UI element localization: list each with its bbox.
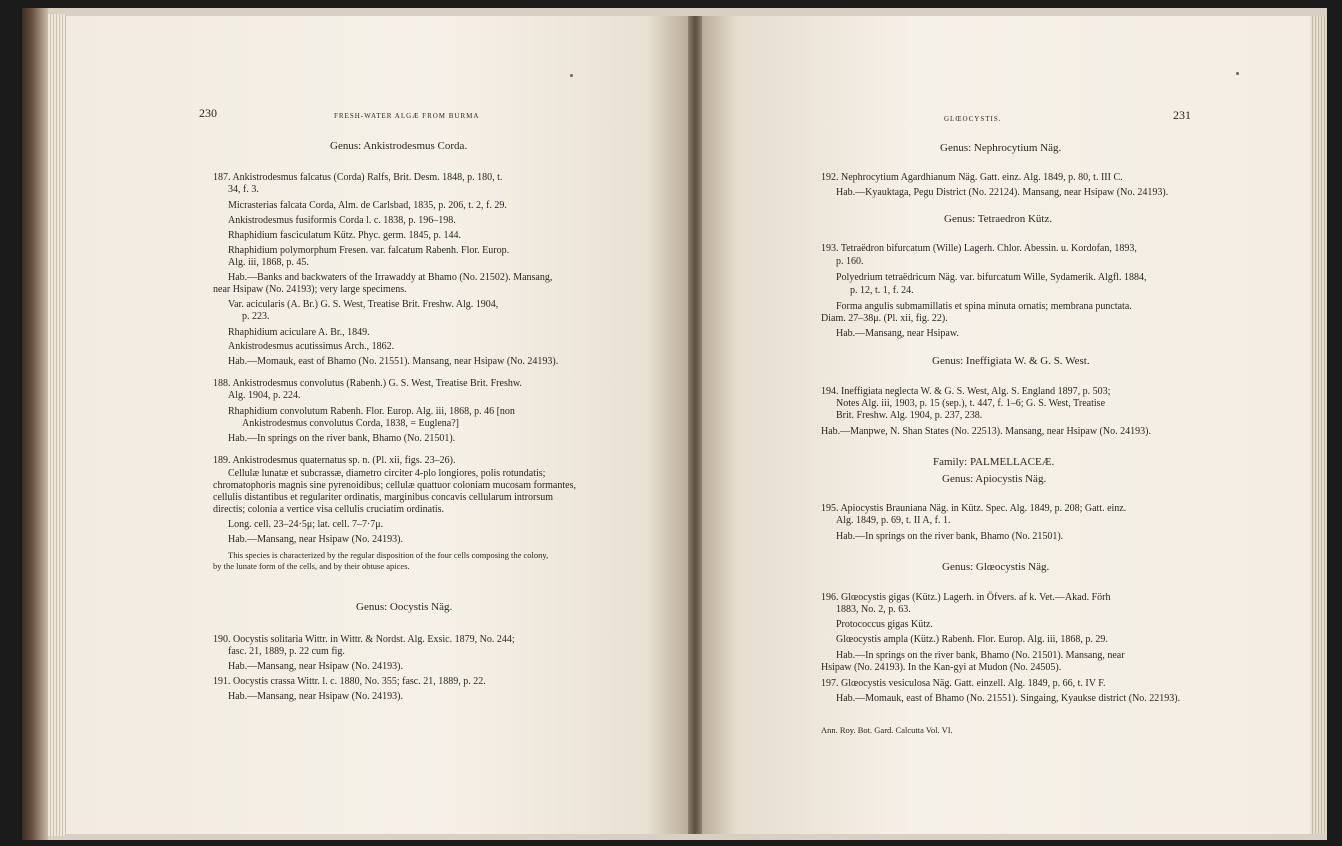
synonym-line: Micrasterias falcata Corda, Alm. de Carlsbad, 1835, p. 206, t. 2, f. 29. xyxy=(228,200,507,211)
measurement-line: Diam. 27–38μ. (Pl. xii, fig. 22). xyxy=(821,313,948,324)
synonym-line: Ankistrodesmus acutissimus Arch., 1862. xyxy=(228,341,395,352)
text-line: Notes Alg. iii, 1903, p. 15 (sep.), t. 447, f. 1–6; G. S. West, Treatise xyxy=(836,398,1106,409)
habitat-line: Hab.—Mansang, near Hsipaw (No. 24193). xyxy=(228,691,403,702)
genus-heading: Genus: Apiocystis Näg. xyxy=(942,473,1047,485)
habitat-line: Hab.—Manpwe, N. Shan States (No. 22513). Mansang, near Hsipaw (No. 24193). xyxy=(821,426,1151,437)
synonym-line: Polyedrium tetraëdricum Näg. var. bifurcatum Wille, Sydamerik. Algfl. 1884, xyxy=(836,272,1147,283)
description-line: Forma angulis submamillatis et spina minuta ornatis; membrana punctata. xyxy=(836,301,1132,312)
text-line: p. 160. xyxy=(836,256,864,267)
synonym-line: Rhaphidium polymorphum Fresen. var. falcatum Rabenh. Flor. Europ. xyxy=(228,245,510,256)
habitat-line: Hab.—Mansang, near Hsipaw. xyxy=(836,328,959,339)
synonym-line: Rhaphidium fasciculatum Kütz. Phyc. germ. 1845, p. 144. xyxy=(228,230,462,241)
species-entry: 192. Nephrocytium Agardhianum Näg. Gatt. einz. Alg. 1849, p. 80, t. III C. xyxy=(821,172,1123,183)
family-heading: Family: PALMELLACEÆ. xyxy=(933,456,1055,468)
habitat-line: near Hsipaw (No. 24193); very large specimens. xyxy=(213,284,407,295)
species-entry: 193. Tetraëdron bifurcatum (Wille) Lagerh. Chlor. Abessin. u. Kordofan, 1893, xyxy=(821,243,1137,254)
species-entry: 195. Apiocystis Brauniana Näg. in Kütz. Spec. Alg. 1849, p. 208; Gatt. einz. xyxy=(821,503,1127,514)
genus-heading: Genus: Ineffigiata W. & G. S. West. xyxy=(932,355,1090,367)
text-line: Alg. iii, 1868, p. 45. xyxy=(228,257,309,268)
habitat-line: Hsipaw (No. 24193). In the Kan-gyi at Mudon (No. 24505). xyxy=(821,662,1062,673)
text-line: p. 223. xyxy=(242,311,270,322)
genus-heading: Genus: Oocystis Näg. xyxy=(356,601,453,613)
synonym-line: Glœocystis ampla (Kütz.) Rabenh. Flor. Europ. Alg. iii, 1868, p. 29. xyxy=(836,634,1108,645)
text-line: Alg. 1849, p. 69, t. II A, f. 1. xyxy=(836,515,951,526)
page-number: 230 xyxy=(199,106,217,120)
synonym-line: Rhaphidium aciculare A. Br., 1849. xyxy=(228,327,370,338)
variety-line: Var. acicularis (A. Br.) G. S. West, Treatise Brit. Freshw. Alg. 1904, xyxy=(228,299,499,310)
text-line: p. 12, t. 1, f. 24. xyxy=(850,285,914,296)
paper-speck xyxy=(1236,72,1239,75)
habitat-line: Hab.—Banks and backwaters of the Irrawaddy at Bhamo (No. 21502). Mansang, xyxy=(228,272,553,283)
text-line: 1883, No. 2, p. 63. xyxy=(836,604,911,615)
species-entry: 190. Oocystis solitaria Wittr. in Wittr. & Nordst. Alg. Exsic. 1879, No. 244; xyxy=(213,634,515,645)
species-entry: 196. Glœocystis gigas (Kütz.) Lagerh. in Öfvers. af k. Vet.—Akad. Förh xyxy=(821,592,1111,603)
text-line: Alg. 1904, p. 224. xyxy=(228,390,301,401)
note-line: This species is characterized by the regular disposition of the four cells composing the colony, xyxy=(228,550,549,560)
habitat-line: Hab.—Momauk, east of Bhamo (No. 21551). Mansang, near Hsipaw (No. 24193). xyxy=(228,356,559,367)
text-line: Brit. Freshw. Alg. 1904, p. 237, 238. xyxy=(836,410,983,421)
paper-speck xyxy=(570,74,573,77)
habitat-line: Hab.—Kyauktaga, Pegu District (No. 22124). Mansang, near Hsipaw (No. 24193). xyxy=(836,187,1169,198)
species-entry: 188. Ankistrodesmus convolutus (Rabenh.) G. S. West, Treatise Brit. Freshw. xyxy=(213,378,522,389)
species-entry: 187. Ankistrodesmus falcatus (Corda) Ralfs, Brit. Desm. 1848, p. 180, t. xyxy=(213,172,503,183)
page-number: 231 xyxy=(1173,108,1191,122)
genus-heading: Genus: Glœocystis Näg. xyxy=(942,561,1050,573)
description-line: chromatophoris magnis sine pyrenoidibus; cellulæ quattuor coloniam mucosam formantes, xyxy=(213,480,576,491)
genus-heading: Genus: Nephrocytium Näg. xyxy=(940,142,1062,154)
book-gutter xyxy=(688,16,702,834)
description-line: directis; colonia a vertice visa cellulis cruciatim ordinatis. xyxy=(213,504,445,515)
text-line: fasc. 21, 1889, p. 22 cum fig. xyxy=(228,646,345,657)
book-cover-edge xyxy=(22,8,48,840)
description-line: Cellulæ lunatæ et subcrassæ, diametro circiter 4-plo longiores, polis rotundatis; xyxy=(228,468,546,479)
habitat-line: Hab.—In springs on the river bank, Bhamo (No. 21501). xyxy=(228,433,456,444)
genus-heading: Genus: Ankistrodesmus Corda. xyxy=(330,140,468,152)
running-head: FRESH-WATER ALGÆ FROM BURMA xyxy=(334,112,480,120)
page-stack-left xyxy=(48,14,66,836)
habitat-line: Hab.—Mansang, near Hsipaw (No. 24193). xyxy=(228,534,403,545)
page-stack-right xyxy=(1310,16,1326,834)
habitat-line: Hab.—Momauk, east of Bhamo (No. 21551). Singaing, Kyaukse district (No. 22193). xyxy=(836,693,1181,704)
text-line: 34, f. 3. xyxy=(228,184,259,195)
note-line: by the lunate form of the cells, and by their obtuse apices. xyxy=(213,561,410,571)
species-entry: 189. Ankistrodesmus quaternatus sp. n. (Pl. xii, figs. 23–26). xyxy=(213,455,456,466)
habitat-line: Hab.—In springs on the river bank, Bhamo (No. 21501). xyxy=(836,531,1064,542)
habitat-line: Hab.—In springs on the river bank, Bhamo (No. 21501). Mansang, near xyxy=(836,650,1125,661)
genus-heading: Genus: Tetraedron Kütz. xyxy=(944,213,1053,225)
measurement-line: Long. cell. 23–24·5μ; lat. cell. 7–7·7μ. xyxy=(228,519,384,530)
synonym-line: Ankistrodesmus convolutus Corda, 1838, = Euglena?] xyxy=(242,418,459,429)
description-line: cellulis distantibus et regulariter ordinatis, marginibus concavis cellularum introrsum xyxy=(213,492,554,503)
synonym-line: Ankistrodesmus fusiformis Corda l. c. 1838, p. 196–198. xyxy=(228,215,456,226)
synonym-line: Protococcus gigas Kütz. xyxy=(836,619,933,630)
species-entry: 191. Oocystis crassa Wittr. l. c. 1880, No. 355; fasc. 21, 1889, p. 22. xyxy=(213,676,486,687)
footer-line: Ann. Roy. Bot. Gard. Calcutta Vol. VI. xyxy=(821,725,953,735)
habitat-line: Hab.—Mansang, near Hsipaw (No. 24193). xyxy=(228,661,403,672)
running-head: GLŒOCYSTIS. xyxy=(944,115,1002,123)
synonym-line: Rhaphidium convolutum Rabenh. Flor. Europ. Alg. iii, 1868, p. 46 [non xyxy=(228,406,515,417)
species-entry: 194. Ineffigiata neglecta W. & G. S. West, Alg. S. England 1897, p. 503; xyxy=(821,386,1111,397)
species-entry: 197. Glœocystis vesiculosa Näg. Gatt. einzell. Alg. 1849, p. 66, t. IV F. xyxy=(821,678,1106,689)
